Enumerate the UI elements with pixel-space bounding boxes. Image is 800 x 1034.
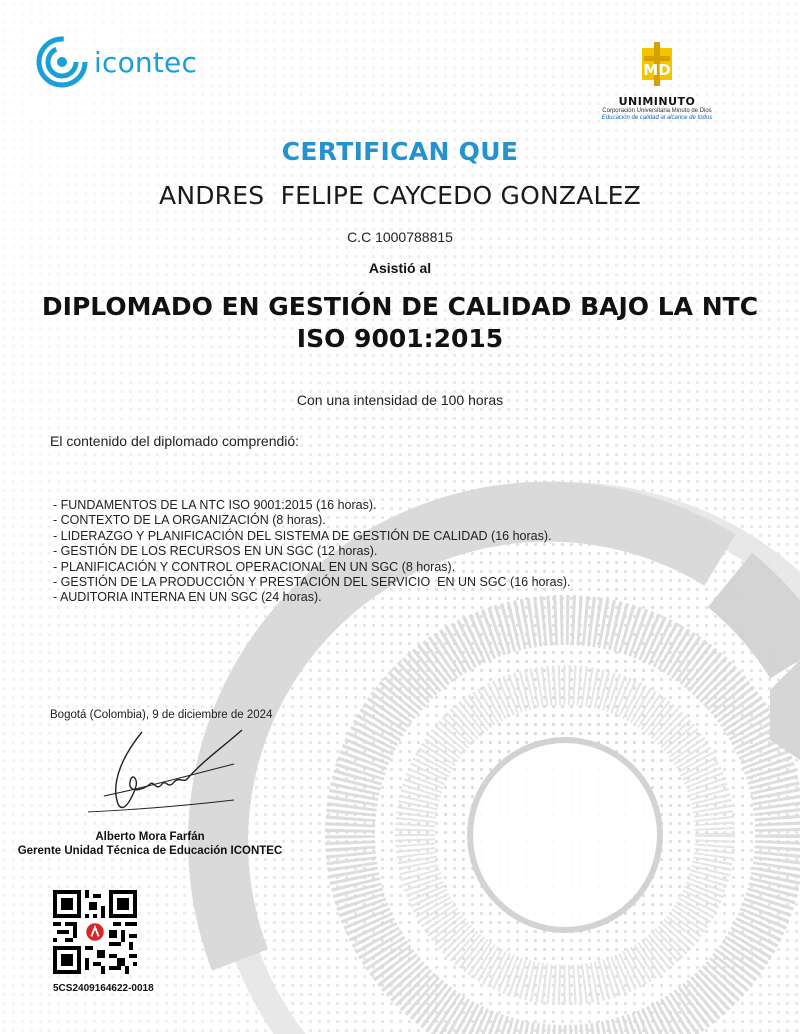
list-item: - GESTIÓN DE LOS RECURSOS EN UN SGC (12 horas). [53, 544, 378, 559]
list-item: - PLANIFICACIÓN Y CONTROL OPERACIONAL EN UN SGC (8 horas). [53, 559, 456, 574]
recipient-id: C.C 1000788815 [347, 229, 453, 245]
course-title-line-1: DIPLOMADO EN GESTIÓN DE CALIDAD BAJO LA NTC [41, 292, 759, 321]
uniminuto-subtitle: Corporación Universitaria Minuto de Dios [602, 108, 712, 114]
signature-image [84, 724, 254, 824]
icontec-target-icon [36, 36, 88, 88]
list-item: - AUDITORIA INTERNA EN UN SGC (24 horas). [53, 590, 322, 605]
uniminuto-logo [592, 42, 722, 122]
course-intensity: Con una intensidad de 100 horas [296, 392, 504, 408]
certify-heading: CERTIFICAN QUE [281, 137, 519, 166]
topics-list [53, 498, 570, 606]
list-item: - LIDERAZGO Y PLANIFICACIÓN DEL SISTEMA DE GESTIÓN DE CALIDAD (16 horas). [53, 528, 552, 543]
place-date: Bogotá (Colombia), 9 de diciembre de 2024 [50, 709, 273, 721]
qr-code-icon[interactable] [53, 890, 137, 974]
recipient-name: ANDRES FELIPE CAYCEDO GONZALEZ [159, 181, 641, 210]
content-intro: El contenido del diplomado comprendió: [50, 433, 300, 449]
certificate-code: 5CS2409164622-0018 [53, 983, 154, 994]
course-title-line-2: ISO 9001:2015 [296, 324, 504, 353]
course-title [0, 291, 800, 355]
signatory-title: Gerente Unidad Técnica de Educación ICONTEC [17, 845, 283, 857]
signatory-name: Alberto Mora Farfán [95, 831, 205, 843]
uniminuto-name: UNIMINUTO [618, 95, 696, 108]
svg-text:MD: MD [643, 61, 671, 79]
list-item: - GESTIÓN DE LA PRODUCCIÓN Y PRESTACIÓN DEL SERVICIO EN UN SGC (16 horas). [53, 575, 571, 590]
icontec-logo [36, 36, 197, 88]
attended-label: Asistió al [368, 260, 432, 276]
icontec-wordmark: icontec [94, 45, 198, 79]
uniminuto-slogan: Educación de calidad al alcance de todos [601, 115, 713, 121]
uniminuto-md-emblem-icon [634, 42, 680, 88]
list-item: - FUNDAMENTOS DE LA NTC ISO 9001:2015 (16 horas). [53, 498, 377, 512]
list-item: - CONTEXTO DE LA ORGANIZACIÓN (8 horas). [53, 513, 326, 528]
